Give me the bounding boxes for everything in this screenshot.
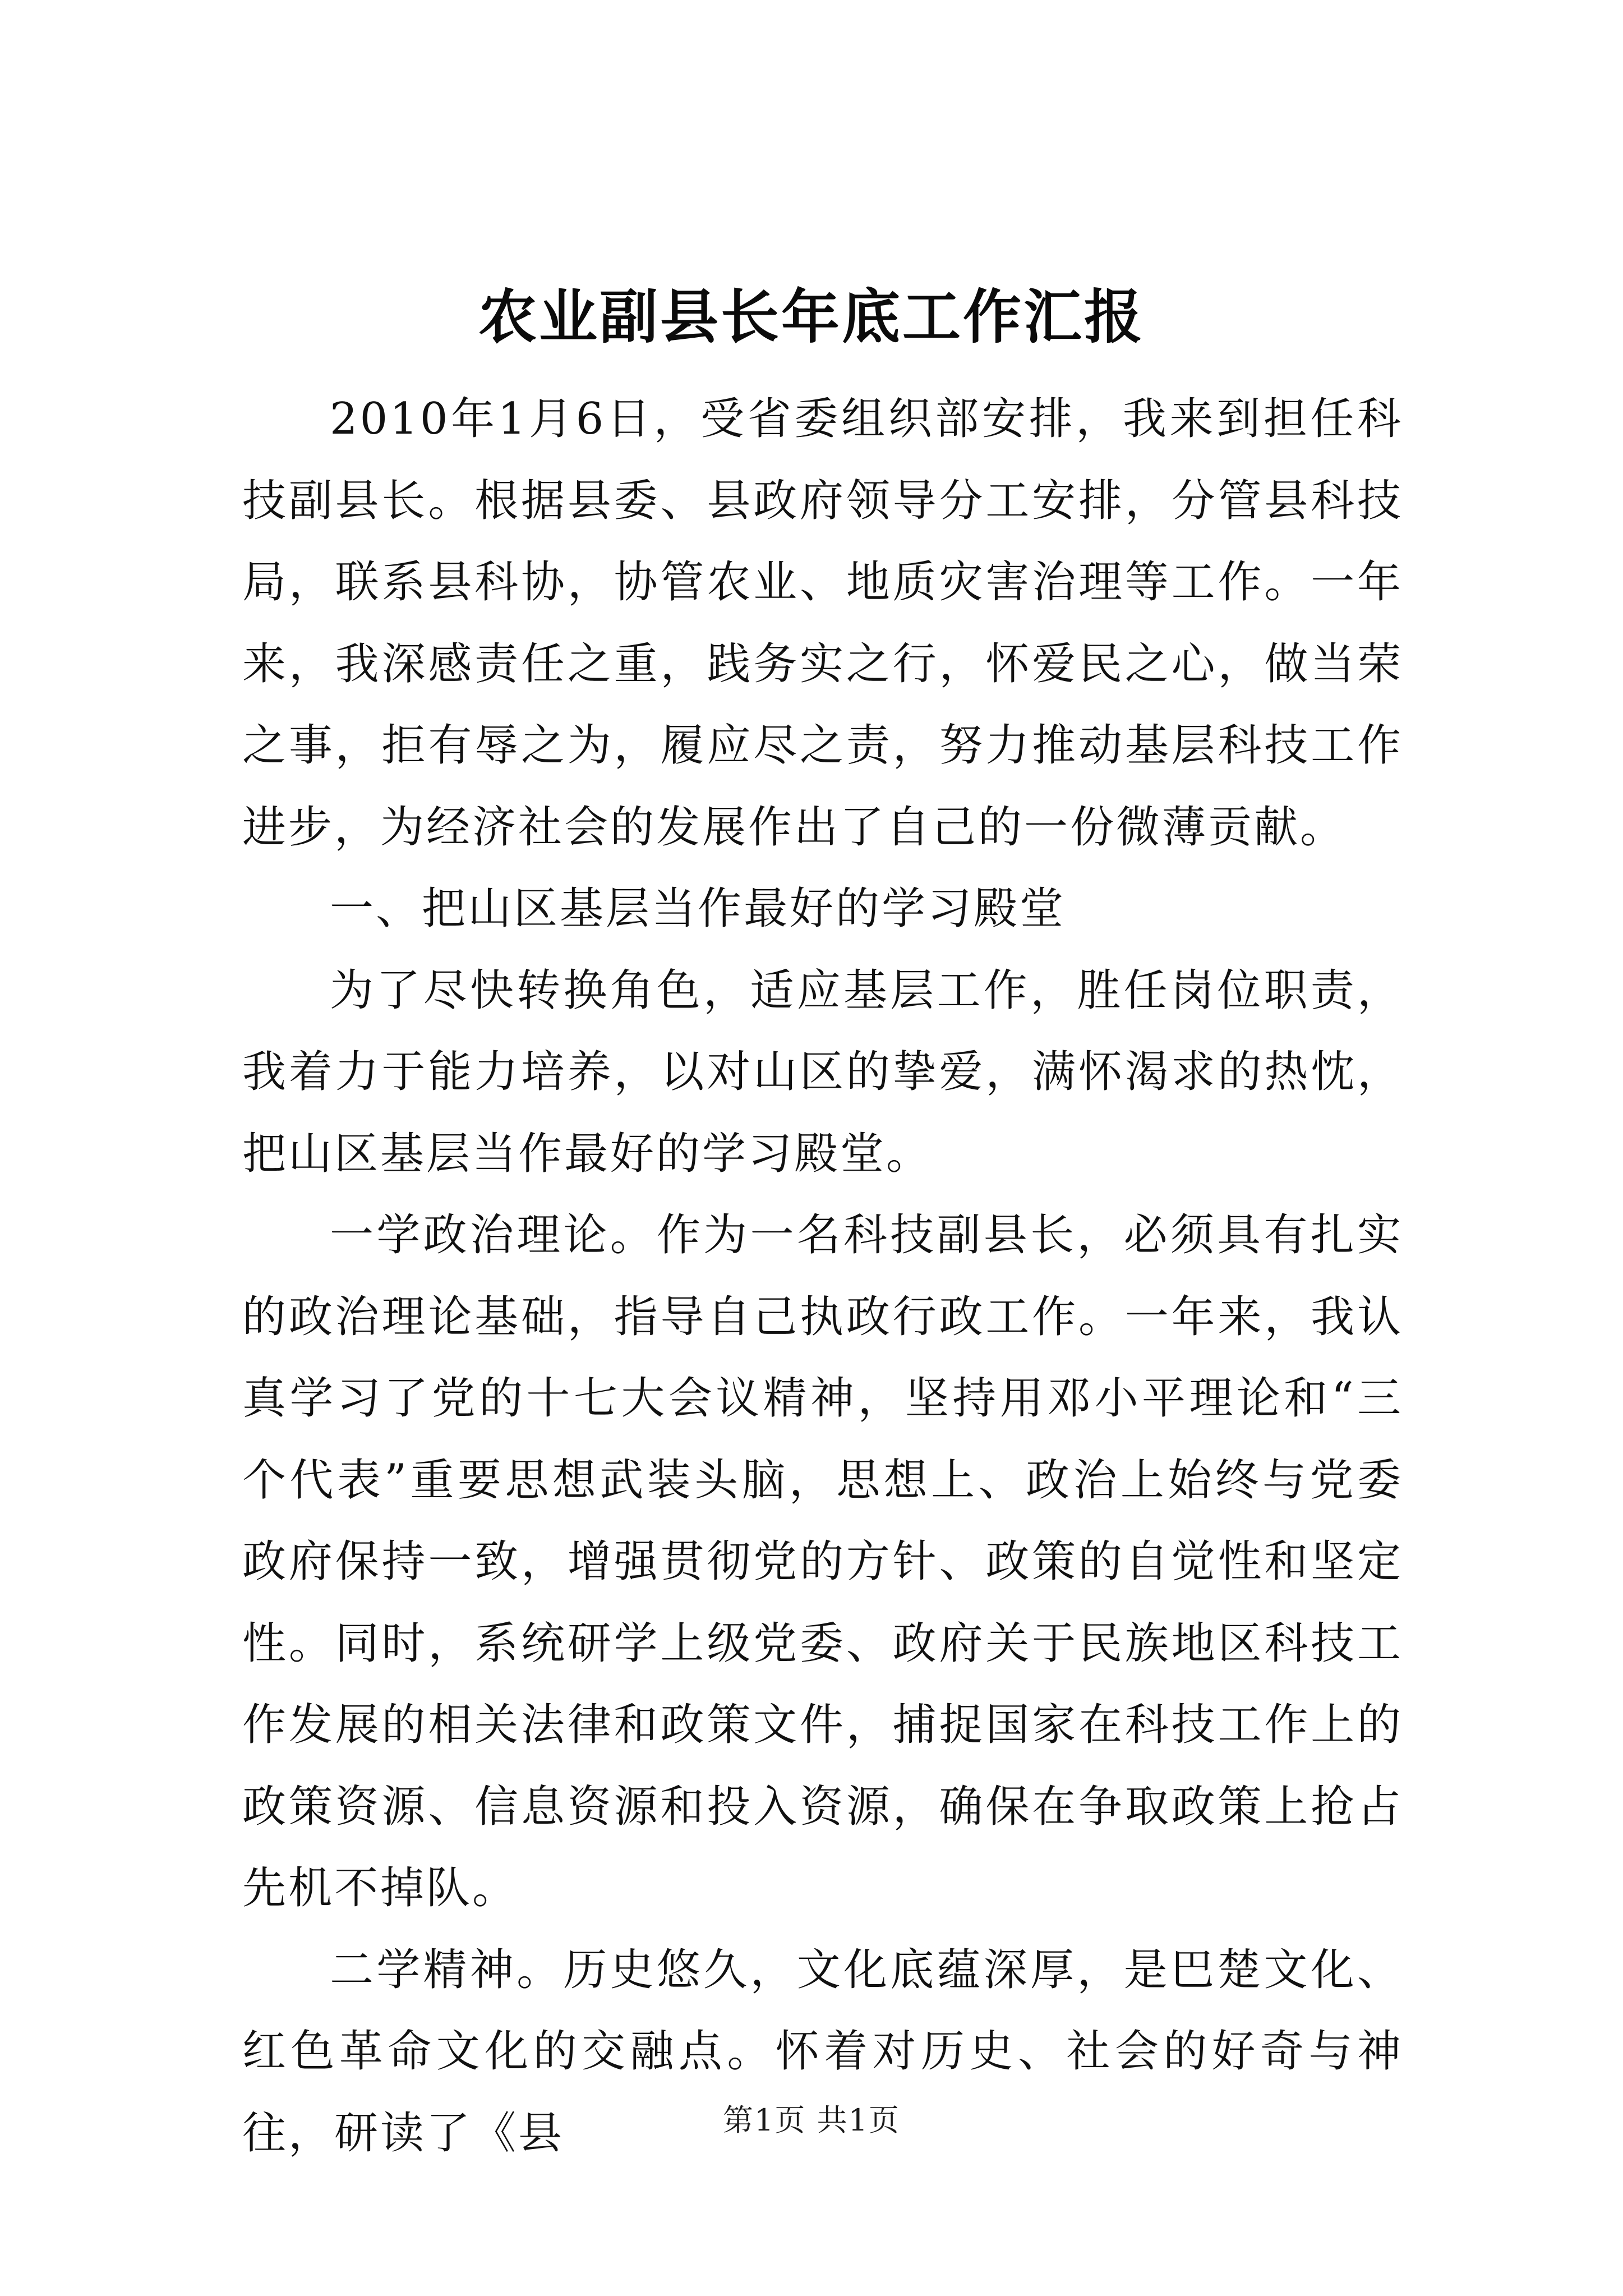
document-body	[242, 379, 1403, 2174]
paragraph-spirit: 二学精神。历史悠久，文化底蕴深厚，是巴楚文化、红色革命文化的交融点。怀着对历史、社会的好奇与神往，研读了《县	[242, 1944, 1403, 2159]
page-footer: 第1页 共1页	[723, 2102, 900, 2138]
paragraph-intro: 2010年1月6日，受省委组织部安排，我来到担任科技副县长。根据县委、县政府领导分工安排，分管县科技局，联系县科协，协管农业、地质灾害治理等工作。一年来，我深感责任之重，践务实之行，怀爱民之心，做当荣之事，拒有辱之为，履应尽之责，努力推动基层科技工作进步，为经济社会的发展作出了自己的一份微薄贡献。	[242, 394, 1403, 853]
section-heading-1: 一、把山区基层当作最好的学习殿堂	[330, 884, 1066, 934]
paragraph-political-theory: 一学政治理论。作为一名科技副县长，必须具有扎实的政治理论基础，指导自己执政行政工作。一年来，我认真学习了党的十七大会议精神，坚持用邓小平理论和“三个代表”重要思想武装头脑，思想上、政治上始终与党委政府保持一致，增强贯彻党的方针、政策的自觉性和坚定性。同时，系统研学上级党委、政府关于民族地区科技工作发展的相关法律和政策文件，捕捉国家在科技工作上的政策资源、信息资源和投入资源，确保在争取政策上抢占先机不掉队。	[242, 1210, 1403, 1913]
document-title: 农业副县长年底工作汇报	[478, 282, 1145, 351]
paragraph-section-1: 为了尽快转换角色，适应基层工作，胜任岗位职责，我着力于能力培养，以对山区的挚爱，满怀渴求的热忱，把山区基层当作最好的学习殿堂。	[242, 965, 1403, 1179]
